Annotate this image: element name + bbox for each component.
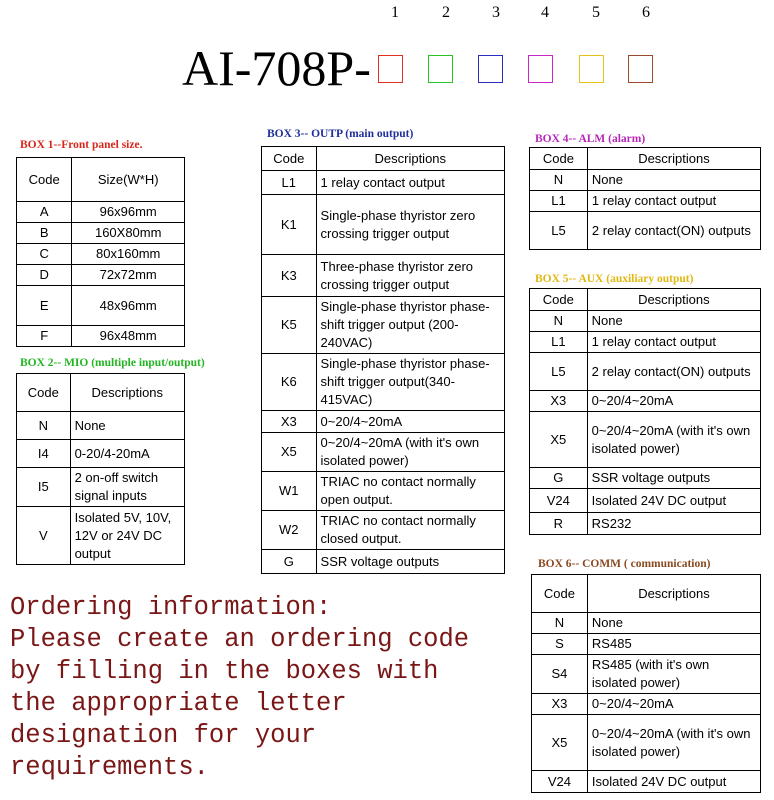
table-row xyxy=(530,332,761,353)
description-cell: None xyxy=(587,613,760,634)
description-cell: Single-phase thyristor phase-shift trigger output(340-415VAC) xyxy=(316,354,504,411)
description-cell: Single-phase thyristor zero crossing trigger output xyxy=(316,195,504,255)
box3-title: BOX 3-- OUTP (main output) xyxy=(267,128,414,140)
description-cell: 96x48mm xyxy=(72,326,185,347)
box6-title: BOX 6-- COMM ( communication) xyxy=(538,558,711,570)
table-header-row xyxy=(17,374,185,412)
code-cell: X5 xyxy=(530,412,588,468)
description-cell: Isolated 24V DC output xyxy=(587,489,760,513)
code-cell: I4 xyxy=(17,440,71,468)
header-code: Code xyxy=(17,158,72,202)
description-cell: None xyxy=(70,412,184,440)
code-cell: X3 xyxy=(532,694,588,715)
ordering-line: designation for your xyxy=(10,721,317,750)
table-row xyxy=(532,634,761,655)
description-cell: RS485 xyxy=(587,634,760,655)
table-row xyxy=(530,212,761,250)
code-cell: R xyxy=(530,513,588,535)
table-row xyxy=(530,489,761,513)
description-cell: TRIAC no contact normally closed output. xyxy=(316,511,504,550)
box-number-6: 6 xyxy=(642,4,650,21)
table-row xyxy=(262,171,505,195)
table-row xyxy=(530,311,761,332)
box6-table xyxy=(531,574,761,793)
code-box-1 xyxy=(378,55,403,83)
header-code: Code xyxy=(530,289,588,311)
description-cell: Three-phase thyristor zero crossing trigger output xyxy=(316,255,504,297)
table-header-row xyxy=(532,575,761,613)
description-cell: 1 relay contact output xyxy=(587,332,760,353)
code-cell: G xyxy=(262,550,317,574)
code-cell: W1 xyxy=(262,472,317,511)
table-row xyxy=(532,655,761,694)
ordering-information xyxy=(10,592,510,784)
code-cell: X3 xyxy=(262,411,317,433)
box-number-3: 3 xyxy=(492,4,500,21)
description-cell: 0~20/4~20mA xyxy=(316,411,504,433)
table-header-row xyxy=(530,289,761,311)
table-row xyxy=(532,694,761,715)
table-row xyxy=(530,468,761,489)
description-cell: SSR voltage outputs xyxy=(316,550,504,574)
table-row xyxy=(262,255,505,297)
description-cell: 1 relay contact output xyxy=(587,191,760,212)
table-row xyxy=(530,191,761,212)
code-cell: X5 xyxy=(262,433,317,472)
table-row xyxy=(262,472,505,511)
model-code: AI-708P- xyxy=(182,40,371,96)
table-row xyxy=(262,550,505,574)
table-row xyxy=(262,433,505,472)
description-cell: 96x96mm xyxy=(72,202,185,223)
code-cell: I5 xyxy=(17,468,71,507)
table-row xyxy=(262,511,505,550)
table-row xyxy=(17,202,185,223)
code-cell: N xyxy=(530,311,588,332)
box2-table xyxy=(16,373,185,565)
description-cell: 0~20/4~20mA (with it's own isolated power) xyxy=(587,412,760,468)
code-cell: E xyxy=(17,286,72,326)
table-row xyxy=(262,354,505,411)
header-description: Descriptions xyxy=(587,575,760,613)
ordering-line: requirements. xyxy=(10,753,209,782)
table-row xyxy=(17,223,185,244)
code-cell: L1 xyxy=(530,191,588,212)
code-box-2 xyxy=(428,55,453,83)
box5-title: BOX 5-- AUX (auxiliary output) xyxy=(535,273,694,285)
code-cell: N xyxy=(532,613,588,634)
table-row xyxy=(532,771,761,793)
header-description: Descriptions xyxy=(316,147,504,171)
code-cell: V24 xyxy=(530,489,588,513)
header-code: Code xyxy=(262,147,317,171)
table-row xyxy=(17,286,185,326)
code-cell: N xyxy=(17,412,71,440)
table-header-row xyxy=(17,158,185,202)
description-cell: Isolated 5V, 10V, 12V or 24V DC output xyxy=(70,507,184,565)
code-cell: L5 xyxy=(530,212,588,250)
code-cell: V xyxy=(17,507,71,565)
header-description: Descriptions xyxy=(70,374,184,412)
header-description: Descriptions xyxy=(587,148,760,170)
table-row xyxy=(17,244,185,265)
table-row xyxy=(17,265,185,286)
header-description: Descriptions xyxy=(587,289,760,311)
code-box-3 xyxy=(478,55,503,83)
table-row xyxy=(530,513,761,535)
code-cell: N xyxy=(530,170,588,191)
table-row xyxy=(17,507,185,565)
description-cell: 2 on-off switch signal inputs xyxy=(70,468,184,507)
description-cell: RS232 xyxy=(587,513,760,535)
description-cell: SSR voltage outputs xyxy=(587,468,760,489)
description-cell: 2 relay contact(ON) outputs xyxy=(587,212,760,250)
table-header-row xyxy=(530,148,761,170)
table-row xyxy=(532,613,761,634)
box4-title: BOX 4-- ALM (alarm) xyxy=(535,133,646,145)
code-cell: L1 xyxy=(262,171,317,195)
ordering-line: by filling in the boxes with xyxy=(10,657,439,686)
code-box-6 xyxy=(628,55,653,83)
code-box-5 xyxy=(579,55,604,83)
description-cell: 160X80mm xyxy=(72,223,185,244)
code-cell: X5 xyxy=(532,715,588,771)
description-cell: 0~20/4~20mA (with it's own isolated power) xyxy=(587,715,760,771)
code-cell: F xyxy=(17,326,72,347)
header-description: Size(W*H) xyxy=(72,158,185,202)
table-row xyxy=(530,412,761,468)
ordering-line: Ordering information: xyxy=(10,593,332,622)
table-row xyxy=(530,353,761,391)
ordering-line: Please create an ordering code xyxy=(10,625,470,654)
box-number-5: 5 xyxy=(592,4,600,21)
table-row xyxy=(262,411,505,433)
description-cell: 48x96mm xyxy=(72,286,185,326)
description-cell: 0~20/4~20mA xyxy=(587,391,760,412)
description-cell: 80x160mm xyxy=(72,244,185,265)
code-cell: L1 xyxy=(530,332,588,353)
code-cell: K6 xyxy=(262,354,317,411)
box1-title: BOX 1--Front panel size. xyxy=(20,139,143,151)
description-cell: None xyxy=(587,170,760,191)
table-row xyxy=(17,440,185,468)
description-cell: RS485 (with it's own isolated power) xyxy=(587,655,760,694)
code-cell: K3 xyxy=(262,255,317,297)
box5-table xyxy=(529,288,761,535)
code-cell: D xyxy=(17,265,72,286)
header-code: Code xyxy=(17,374,71,412)
table-row xyxy=(532,715,761,771)
code-cell: X3 xyxy=(530,391,588,412)
header-code: Code xyxy=(530,148,588,170)
description-cell: 0-20/4-20mA xyxy=(70,440,184,468)
description-cell: 1 relay contact output xyxy=(316,171,504,195)
code-box-4 xyxy=(528,55,553,83)
table-row xyxy=(262,195,505,255)
box1-table xyxy=(16,157,185,347)
box-number-1: 1 xyxy=(391,4,399,21)
code-cell: B xyxy=(17,223,72,244)
box2-title: BOX 2-- MIO (multiple input/output) xyxy=(20,357,205,369)
code-cell: W2 xyxy=(262,511,317,550)
table-row xyxy=(17,326,185,347)
ordering-line: the appropriate letter xyxy=(10,689,347,718)
box4-table xyxy=(529,147,761,250)
code-cell: C xyxy=(17,244,72,265)
description-cell: 2 relay contact(ON) outputs xyxy=(587,353,760,391)
description-cell: TRIAC no contact normally open output. xyxy=(316,472,504,511)
code-cell: V24 xyxy=(532,771,588,793)
box-number-4: 4 xyxy=(541,4,549,21)
code-cell: L5 xyxy=(530,353,588,391)
table-row xyxy=(17,412,185,440)
description-cell: 0~20/4~20mA (with it's own isolated power) xyxy=(316,433,504,472)
code-cell: S4 xyxy=(532,655,588,694)
code-cell: K5 xyxy=(262,297,317,354)
table-row xyxy=(530,391,761,412)
code-cell: A xyxy=(17,202,72,223)
table-row xyxy=(530,170,761,191)
description-cell: 0~20/4~20mA xyxy=(587,694,760,715)
description-cell: None xyxy=(587,311,760,332)
header-code: Code xyxy=(532,575,588,613)
table-row xyxy=(17,468,185,507)
code-cell: G xyxy=(530,468,588,489)
description-cell: Isolated 24V DC output xyxy=(587,771,760,793)
box3-table xyxy=(261,146,505,574)
code-cell: K1 xyxy=(262,195,317,255)
description-cell: Single-phase thyristor phase-shift trigger output (200-240VAC) xyxy=(316,297,504,354)
code-cell: S xyxy=(532,634,588,655)
table-header-row xyxy=(262,147,505,171)
description-cell: 72x72mm xyxy=(72,265,185,286)
table-row xyxy=(262,297,505,354)
box-number-2: 2 xyxy=(442,4,450,21)
